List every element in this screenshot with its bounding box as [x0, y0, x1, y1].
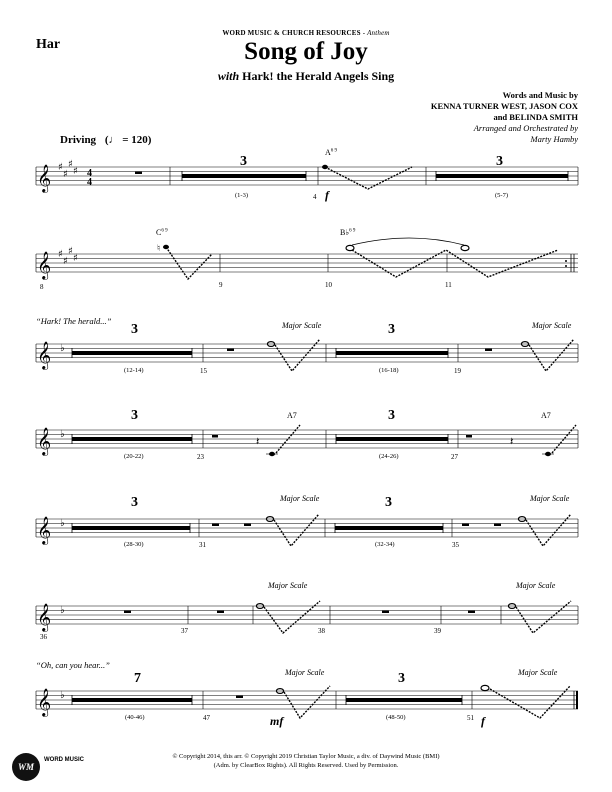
measure-number: 10: [325, 281, 332, 289]
dynamic-marking-2: f: [481, 714, 485, 728]
staff-system-3: [0, 327, 612, 387]
quarter-rest-icon: 𝄽: [510, 435, 514, 448]
treble-clef-icon: 𝄞: [37, 341, 52, 369]
staff-system-5: [0, 502, 612, 562]
whole-rest-icon: [135, 172, 142, 175]
scale-label-2: Major Scale: [532, 321, 572, 330]
copyright-notice: [0, 752, 612, 770]
staff-system-6: [0, 589, 612, 649]
multi-rest-bar: [72, 698, 192, 702]
subtitle-song: Hark! the Herald Angels Sing: [239, 69, 395, 83]
whole-rest-icon: [217, 611, 224, 614]
repeat-dot: [565, 260, 567, 262]
measure-range: (40-46): [125, 714, 145, 721]
time-signature-bottom: 4: [87, 177, 92, 188]
measure-range: (20-22): [124, 453, 144, 460]
measure-number: 19: [454, 367, 461, 375]
svg-text:♯: ♯: [58, 249, 63, 260]
measure-range-2: (24-26): [379, 453, 399, 460]
treble-clef-icon: 𝄞: [37, 164, 52, 192]
rest-count: 7: [134, 671, 141, 686]
svg-text:♯: ♯: [63, 256, 68, 267]
multi-rest-bar: [72, 437, 192, 441]
half-rest-icon: [212, 435, 218, 438]
treble-clef-icon: 𝄞: [37, 427, 52, 455]
rest-count: 3: [240, 154, 247, 169]
scale-label-2: Major Scale: [518, 668, 558, 677]
staff-system-1: [0, 150, 612, 210]
part-name: Har: [36, 37, 61, 52]
whole-rest-icon: [212, 524, 219, 527]
song-title: Song of Joy: [244, 38, 368, 65]
repeat-dot: [565, 265, 567, 267]
scale-label: Major Scale: [268, 581, 308, 590]
rest-count-2: 3: [398, 671, 405, 686]
whole-rest-icon: [236, 696, 243, 699]
scale-label-2: Major Scale: [516, 581, 556, 590]
measure-number: 47: [203, 714, 210, 722]
natural-icon: ♮: [157, 244, 161, 254]
copyright-line-2: (Adm. by ClearBox Rights). All Rights Reserved. Used by Permission.: [213, 762, 399, 769]
rest-count: 3: [131, 408, 138, 423]
glissando-line: [325, 167, 412, 189]
publisher-name: WORD MUSIC & CHURCH RESOURCES: [222, 29, 361, 37]
authors-line-2: and BELINDA SMITH: [493, 112, 578, 122]
svg-text:♯: ♯: [68, 159, 73, 170]
rest-count-2: 3: [385, 495, 392, 510]
measure-number: 39: [434, 627, 441, 635]
logo-text: WORD MUSIC: [44, 757, 84, 763]
rest-count-2: 3: [388, 408, 395, 423]
staff-system-7: [0, 674, 612, 734]
svg-text:♯: ♯: [73, 253, 78, 264]
treble-clef-icon: 𝄞: [37, 688, 52, 716]
half-rest-icon: [466, 435, 472, 438]
measure-range-2: (5-7): [495, 192, 508, 199]
multi-rest-bar-2: [436, 174, 568, 178]
measure-range-2: (16-18): [379, 367, 399, 374]
whole-rest-icon: [462, 524, 469, 527]
whole-note-2: [461, 245, 469, 250]
multi-rest-bar-2: [335, 526, 443, 530]
measure-number: 35: [452, 541, 459, 549]
arranger-name: Marty Hamby: [530, 134, 578, 144]
time-signature: 4: [87, 168, 92, 179]
lyric-cue: “Hark! The herald...”: [36, 316, 112, 326]
measure-number: 23: [197, 453, 204, 461]
treble-clef-icon: 𝄞: [37, 251, 52, 279]
scale-label: Major Scale: [285, 668, 325, 677]
whole-note: [481, 685, 489, 690]
rest-count-2: 3: [388, 322, 395, 337]
publisher-line: [0, 29, 612, 37]
measure-number: 38: [318, 627, 325, 635]
measure-range: (28-30): [124, 541, 144, 548]
measure-range: (12-14): [124, 367, 144, 374]
measure-range-2: (48-50): [386, 714, 406, 721]
chord-name: C: [156, 228, 162, 237]
measure-number: 36: [40, 633, 47, 641]
scale-label-2: Major Scale: [530, 494, 570, 503]
staff-system-4: [0, 413, 612, 473]
treble-clef-icon: 𝄞: [37, 603, 52, 631]
multi-rest-bar-2: [336, 351, 448, 355]
lyric-cue: “Oh, can you hear...”: [36, 660, 110, 670]
svg-text:♯: ♯: [73, 166, 78, 177]
credits-block: [431, 90, 578, 145]
measure-number: 9: [219, 281, 223, 289]
key-signature-sharps-icon: [58, 246, 78, 267]
rest-count: 3: [131, 322, 138, 337]
flat-key-signature-icon: ♭: [60, 429, 65, 440]
whole-rest-icon: [227, 349, 234, 352]
multi-rest-bar: [72, 351, 192, 355]
chord-symbol-2: A7: [541, 411, 551, 420]
measure-range-2: (32-34): [375, 541, 395, 548]
arranged-label: Arranged and Orchestrated by: [473, 123, 578, 133]
measure-number: 11: [445, 281, 452, 289]
rest-count: 3: [131, 495, 138, 510]
whole-rest-icon: [485, 349, 492, 352]
words-music-label: Words and Music by: [502, 90, 578, 100]
dynamic-marking: f: [325, 188, 329, 202]
rest-count-2: 3: [496, 154, 503, 169]
note-head: [322, 165, 328, 169]
staff-system-2: [0, 237, 612, 297]
chord-name: A: [325, 148, 331, 157]
measure-number: 37: [181, 627, 188, 635]
chord-symbol: [156, 228, 168, 237]
svg-text:♯: ♯: [58, 162, 63, 173]
tempo-label: Driving: [60, 134, 97, 146]
svg-text:♯: ♯: [63, 169, 68, 180]
chord-symbol: A7: [287, 411, 297, 420]
whole-rest-icon: [244, 524, 251, 527]
flat-key-signature-icon: ♭: [60, 605, 65, 616]
chord-symbol-2: [340, 228, 355, 237]
chord-symbol: [325, 148, 337, 157]
measure-number: 27: [451, 453, 458, 461]
chord-ext: 6 9: [161, 228, 168, 234]
dynamic-marking: mf: [270, 714, 284, 728]
treble-clef-icon: 𝄞: [37, 516, 52, 544]
multi-rest-bar: [182, 174, 306, 178]
measure-range: (1-3): [235, 192, 248, 199]
measure-number: 15: [200, 367, 207, 375]
key-signature-sharps-icon: [58, 159, 78, 180]
flat-key-signature-icon: ♭: [60, 690, 65, 701]
multi-rest-bar-2: [346, 698, 462, 702]
flat-key-signature-icon: ♭: [60, 518, 65, 529]
whole-rest-icon: [494, 524, 501, 527]
whole-rest-icon: [382, 611, 389, 614]
chord-ext: 6 9: [330, 148, 338, 154]
publisher-type: - Anthem: [360, 29, 390, 37]
copyright-line-1: © Copyright 2014, this arr. © Copyright 2019 Christian Taylor Music, a div. of Daywind Music (BMI): [172, 753, 440, 760]
measure-number: 31: [199, 541, 206, 549]
svg-text:♯: ♯: [68, 246, 73, 257]
measure-number: 8: [40, 283, 44, 291]
flat-key-signature-icon: ♭: [60, 343, 65, 354]
whole-rest-icon: [468, 611, 475, 614]
measure-number: 4: [313, 193, 317, 201]
quarter-rest-icon: 𝄽: [256, 435, 260, 448]
subtitle-with: with: [217, 69, 240, 83]
tempo-value: (♩ = 120): [104, 134, 152, 146]
publisher-logo-icon: WM: [12, 753, 40, 781]
multi-rest-bar-2: [336, 437, 448, 441]
chord-name: B♭: [340, 228, 350, 237]
scale-label: Major Scale: [282, 321, 322, 330]
measure-number: 51: [467, 714, 474, 722]
song-subtitle: [0, 69, 612, 84]
authors-line-1: KENNA TURNER WEST, JASON COX: [430, 101, 578, 111]
chord-ext: 6 9: [349, 228, 356, 234]
tempo-marking: [60, 134, 151, 146]
scale-label: Major Scale: [280, 494, 320, 503]
whole-rest-icon: [124, 611, 131, 614]
note-head: [163, 245, 169, 249]
tie-arc: [352, 238, 464, 245]
multi-rest-bar: [72, 526, 190, 530]
